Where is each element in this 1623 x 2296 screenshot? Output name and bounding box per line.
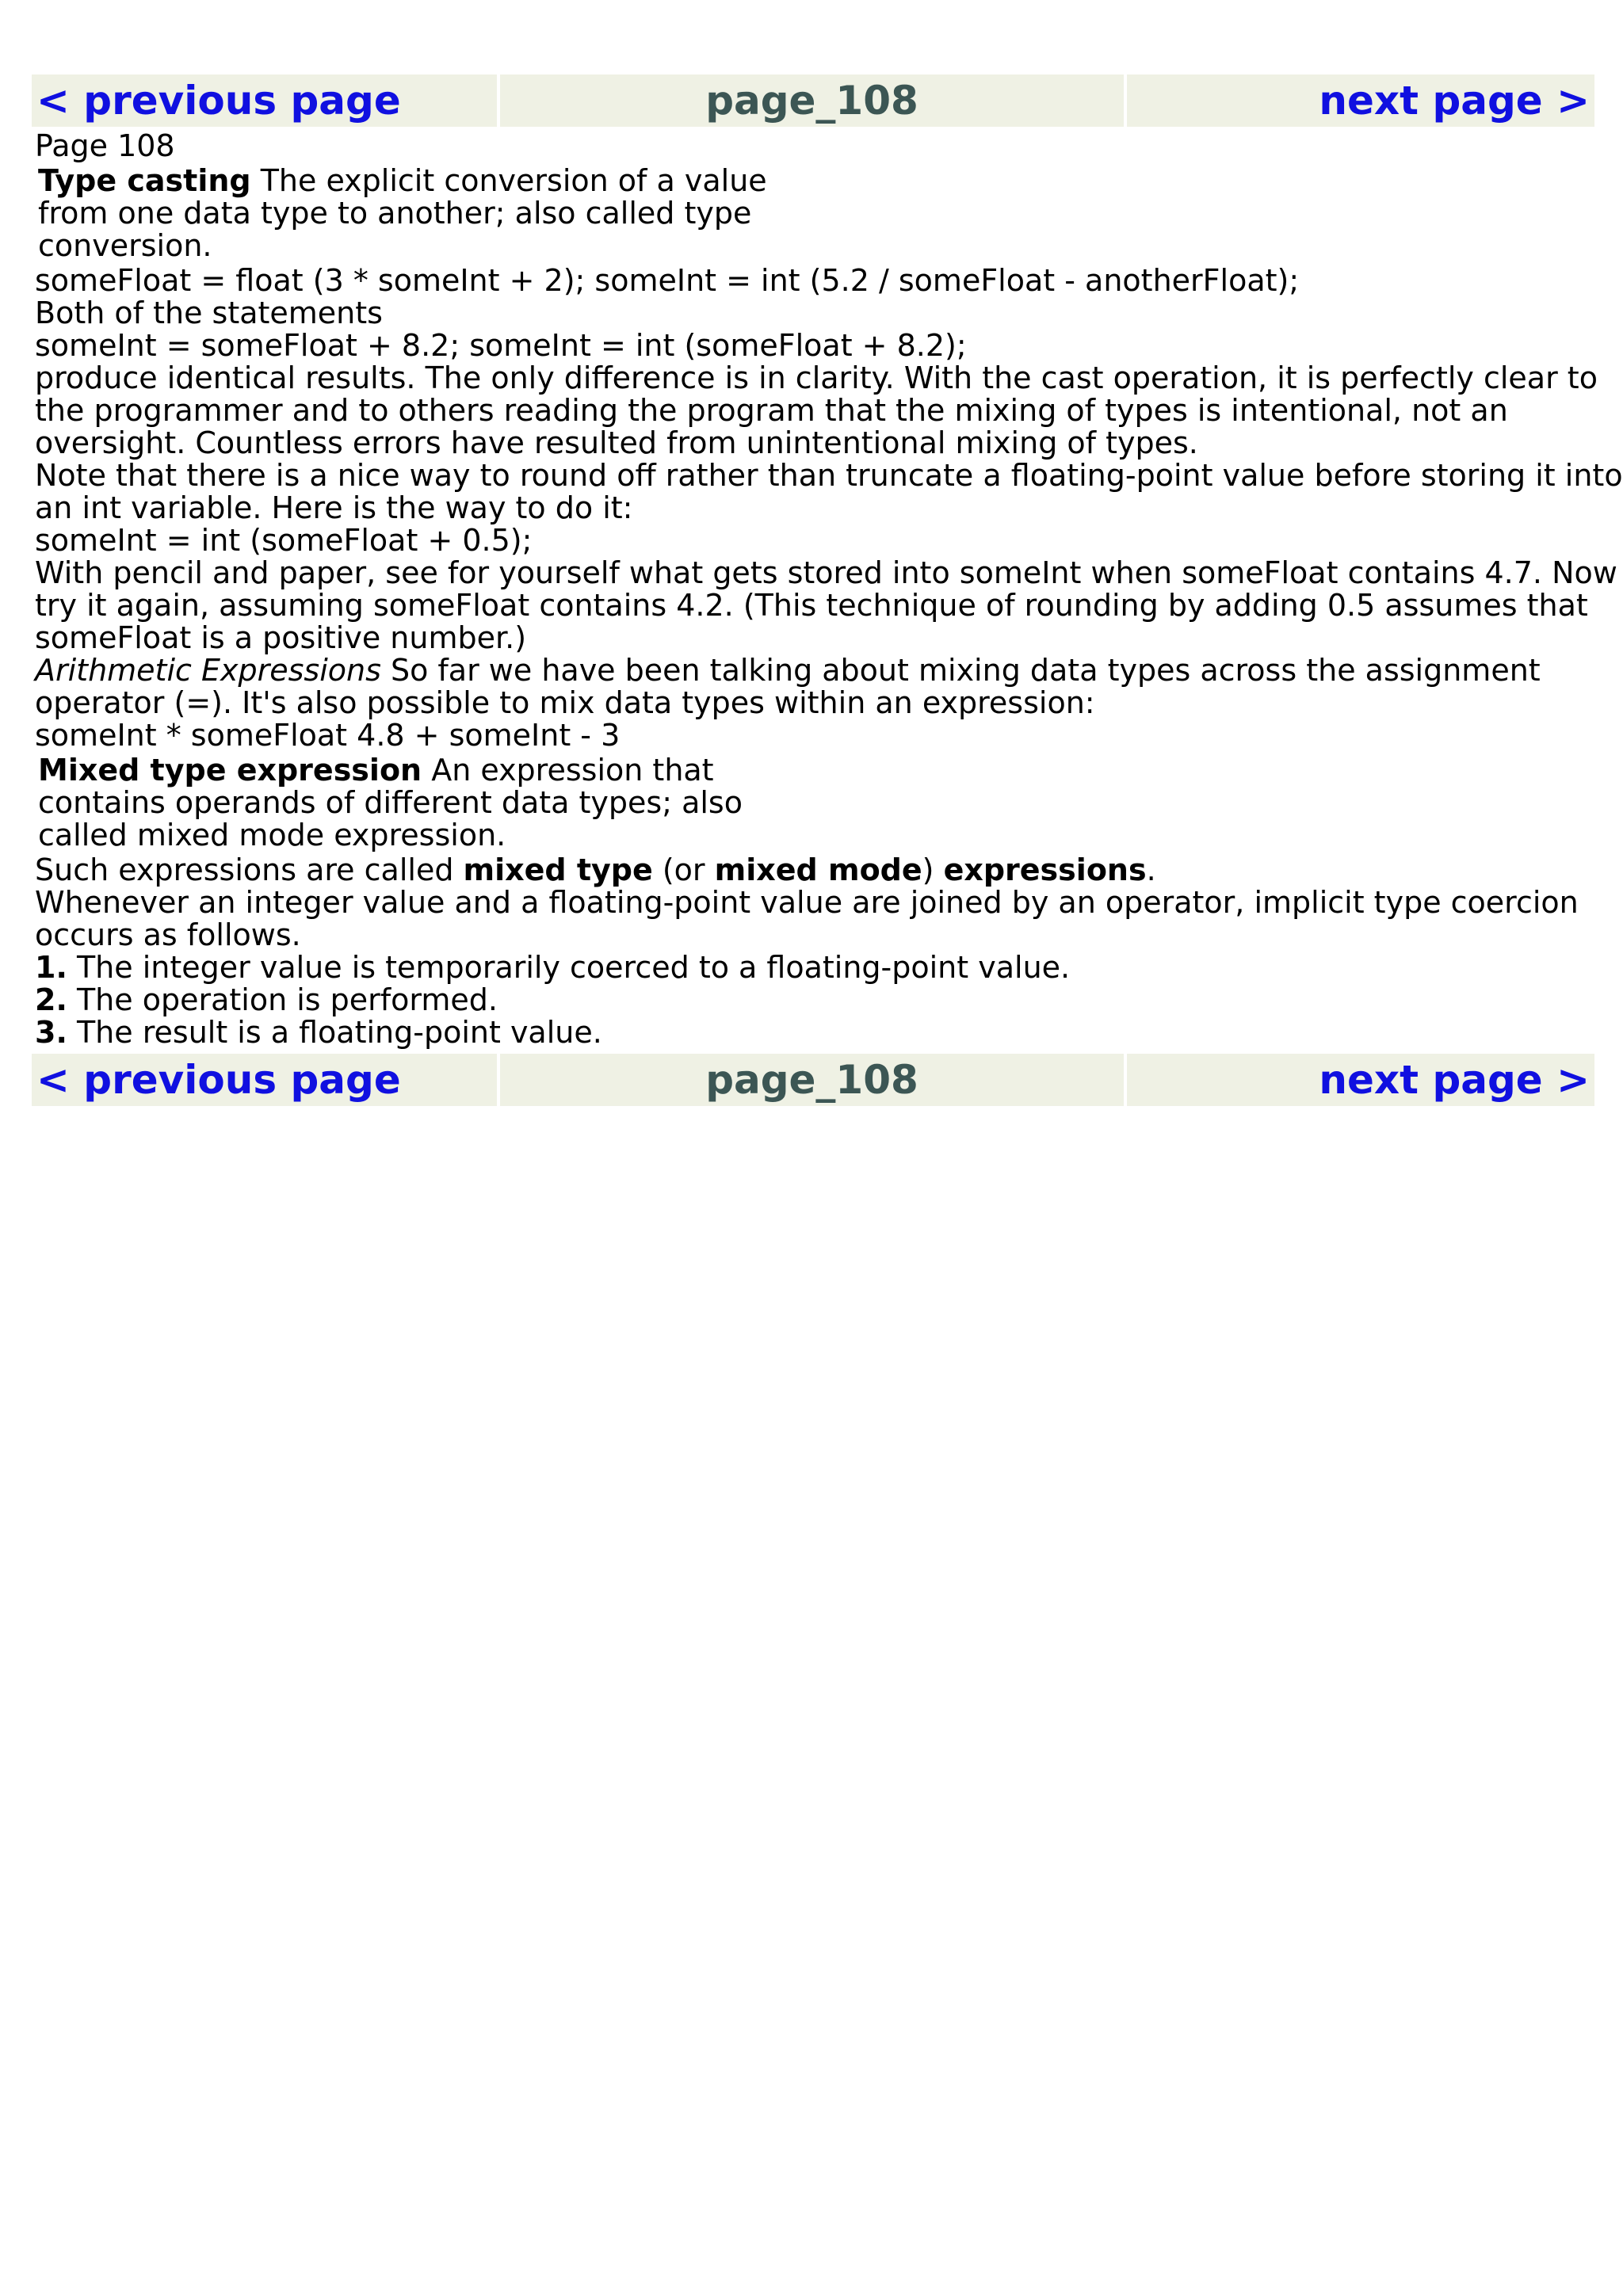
definition-text: conversion. <box>38 228 212 263</box>
page <box>32 74 1623 1106</box>
step-number: 1. <box>35 950 67 985</box>
bottom-navigation <box>32 1054 1594 1106</box>
paragraph <box>35 555 1617 655</box>
bold-term: expressions <box>943 852 1147 887</box>
paragraph-text: So far we have been talking about mixing data types across the assignment <box>380 653 1541 688</box>
paragraph-line: Both of the statements <box>35 296 383 330</box>
code-line: someFloat = float (3 * someInt + 2); someInt = int (5.2 / someFloat - anotherFloat); <box>35 263 1300 298</box>
page-id-label: page_108 <box>500 74 1124 127</box>
paragraph-line: produce identical results. The only difference is in clarity. With the cast operation, it is perfectly clear to <box>35 360 1598 395</box>
paragraph <box>35 360 1598 460</box>
paragraph-line: operator (=). It's also possible to mix data types within an expression: <box>35 685 1095 720</box>
paragraph-line: someFloat is a positive number.) <box>35 620 527 655</box>
code-line: someInt = someFloat + 8.2; someInt = int (someFloat + 8.2); <box>35 328 967 363</box>
definition-type-casting <box>35 165 1594 262</box>
list-item: 1. The integer value is temporarily coerced to a floating-point value. <box>35 950 1071 985</box>
paragraph-line: Note that there is a nice way to round off rather than truncate a floating-point value before storing it into <box>35 458 1623 493</box>
next-page-link[interactable]: next page > <box>1127 74 1594 127</box>
bold-term: mixed type <box>463 852 653 887</box>
definition-text: An expression that <box>422 753 714 788</box>
next-page-link[interactable]: next page > <box>1127 1054 1594 1106</box>
paragraph <box>35 458 1623 525</box>
paragraph <box>35 887 1594 952</box>
paragraph-line: oversight. Countless errors have resulted from unintentional mixing of types. <box>35 425 1198 460</box>
definition-text: called mixed mode expression. <box>38 818 506 852</box>
paragraph-line: the programmer and to others reading the program that the mixing of types is intentional, not an <box>35 393 1508 428</box>
list-item: 3. The result is a floating-point value. <box>35 1015 602 1050</box>
code-line: someInt * someFloat 4.8 + someInt - 3 <box>35 718 621 753</box>
definition-text: contains operands of different data types; also <box>38 785 743 820</box>
page-content <box>32 128 1623 1050</box>
definition-text: from one data type to another; also called type <box>38 196 752 231</box>
previous-page-link[interactable]: < previous page <box>32 1054 497 1106</box>
previous-page-link[interactable]: < previous page <box>32 74 497 127</box>
definition-text: The explicit conversion of a value <box>250 163 767 198</box>
paragraph-line: With pencil and paper, see for yourself what gets stored into someInt when someFloat contains 4.7. Now <box>35 555 1617 590</box>
definition-mixed-type-expression <box>35 754 1594 852</box>
section-heading: Arithmetic Expressions <box>35 653 381 688</box>
paragraph-line: Whenever an integer value and a floating-point value are joined by an operator, implicit type coercion <box>35 885 1579 920</box>
list-item: 2. The operation is performed. <box>35 982 498 1017</box>
step-number: 3. <box>35 1015 67 1050</box>
top-navigation <box>32 74 1594 127</box>
paragraph-arithmetic-expressions <box>35 654 1594 719</box>
numbered-steps <box>35 952 1594 1049</box>
page-number: Page 108 <box>35 128 175 163</box>
step-number: 2. <box>35 982 67 1017</box>
paragraph-line: Such expressions are called mixed type (or mixed mode) expressions. <box>35 852 1156 887</box>
bold-term: mixed mode <box>714 852 922 887</box>
definition-term: Mixed type expression <box>38 753 422 788</box>
paragraph-line: occurs as follows. <box>35 917 301 952</box>
paragraph-line: try it again, assuming someFloat contains 4.2. (This technique of rounding by adding 0.5 assumes that <box>35 588 1588 623</box>
code-line: someInt = int (someFloat + 0.5); <box>35 523 533 558</box>
page-id-label: page_108 <box>500 1054 1124 1106</box>
definition-term: Type casting <box>38 163 251 198</box>
paragraph-line: an int variable. Here is the way to do it: <box>35 490 633 525</box>
